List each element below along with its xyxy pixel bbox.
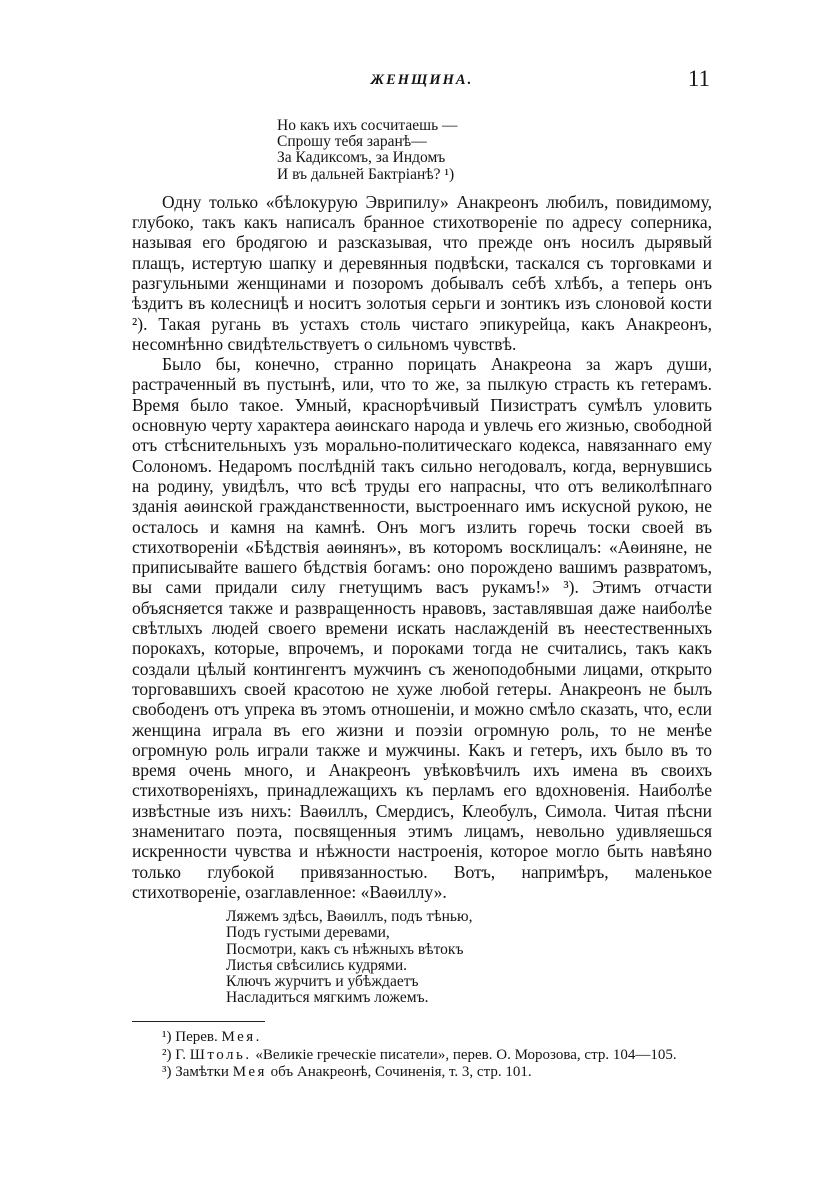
poem-line: Посмотри, какъ съ нѣжныхъ вѣтокъ [226, 940, 464, 958]
poem-line: Подъ густыми деревами, [226, 924, 390, 942]
body-paragraph: Было бы, конечно, странно порицать Анакреона за жаръ души, растраченный въ пустынѣ, или, что то же, за пылкую страсть къ гетерамъ. Время было такое. Умный, краснорѣчивый Пизистратъ сумѣлъ уловить основную черту характера аѳинскаго народа и увлечь его жизнью, свободной отъ стѣснительныхъ узъ морально-политическаго кодекса, навязаннаго ему Солономъ. Недаромъ послѣдній такъ сильно негодовалъ, когда, вернувшись на родину, увидѣлъ, что всѣ труды его напрасны, что отъ великолѣпнаго зданія аѳинской гражданственности, выстроеннаго имъ искусной рукою, не осталось и камня на камнѣ. Онъ могъ излить горечь тоски своей въ стихотвореніи «Бѣдствія аѳинянъ», въ которомъ восклицалъ: «Аѳиняне, не приписывайте вашего бѣдствія богамъ: оно порождено вашимъ развратомъ, вы сами придали силу гнетущимъ васъ рукамъ!» ³). Этимъ отчасти объясняется также и развращенность нравовъ, заставлявшая даже наиболѣе свѣтлыхъ людей своего времени искать наслажденій въ неестественныхъ порокахъ, которые, впрочемъ, и пороками тогда не считались, такъ какъ создали цѣлый контингентъ мужчинъ съ женоподобными лицами, открыто торговавшихъ своей красотою не хуже любой гетеры. Анакреонъ не былъ свободенъ отъ упрека въ этомъ отношеніи, и можно смѣло сказать, что, если женщина играла въ его жизни и поэзіи огромную роль, то не менѣе огромную роль играли также и мужчины. Какъ и гетеръ, ихъ было въ то время очень много, и Анакреонъ увѣковѣчилъ ихъ имена въ своихъ стихотвореніяхъ, принадлежащихъ къ перламъ его вдохновенія. Наиболѣе извѣстные изъ нихъ: Ваѳиллъ, Смердисъ, Клеобулъ, Симола. Читая пѣсни знаменитаго поэта, посвященныя этимъ лицамъ, невольно удивляешься искренности чувства и нѣжности настроенія, которое могло быть навѣяно только глубокой привязанностью. Вотъ, напримѣръ, маленькое стихотвореніе, озаглавленное: «Ваѳиллу». [132, 354, 712, 902]
page-header [132, 58, 712, 98]
footnote-text: Г. [175, 1046, 186, 1063]
book-page [132, 58, 712, 1082]
footnote-1 [132, 1029, 712, 1047]
footnote-3 [132, 1064, 712, 1082]
page-number: 11 [687, 66, 710, 91]
poem-line: Ключъ журчитъ и убѣждаетъ [226, 973, 419, 991]
poem-line: Но какъ ихъ сосчитаешь — [277, 117, 458, 134]
poem-line: Спрошу тебя заранѣ— [277, 133, 427, 151]
running-title: ЖЕНЩИНА. [370, 72, 474, 88]
poem-line: И въ дальней Бактріанѣ? ¹) [277, 165, 455, 183]
poem-line: Листья свѣсились кудрями. [226, 956, 408, 974]
footnote-text: «Великіе греческіе писатели», перев. О. Морозова, стр. 104—105. [255, 1046, 677, 1063]
poem-line: За Кадиксомъ, за Индомъ [277, 149, 446, 167]
poem-stanza-2 [226, 909, 712, 1006]
footnote-text: объ Анакреонѣ, Сочиненія, т. 3, стр. 101. [270, 1064, 532, 1081]
footnote-author: Мея. [221, 1029, 262, 1046]
footnote-mark: ³) [162, 1064, 172, 1081]
footnote-2 [132, 1047, 712, 1065]
footnote-divider [132, 1021, 265, 1022]
body-paragraph: Одну только «бѣлокурую Эврипилу» Анакреонъ любилъ, повидимому, глубоко, такъ какъ написалъ бранное стихотвореніе по адресу соперника, называя его бродягою и разсказывая, что прежде онъ носилъ дырявый плащъ, истертую шапку и деревянныя подвѣски, таскался съ торговками и разгульными женщинами и позоромъ добывалъ себѣ хлѣбъ, а теперь онъ ѣздитъ въ колесницѣ и носитъ золотыя серьги и зонтикъ изъ слоновой кости ²). Такая ругань въ устахъ столь чистаго эпикурейца, какъ Анакреонъ, несомнѣнно свидѣтельствуетъ о сильномъ чувствѣ. [132, 191, 712, 354]
footnote-author: Мея [232, 1064, 267, 1081]
footnote-text: Перев. [175, 1029, 218, 1046]
footnote-mark: ¹) [162, 1029, 172, 1046]
footnote-author: Штоль. [189, 1046, 252, 1063]
poem-line: Насладиться мягкимъ ложемъ. [226, 989, 429, 1007]
poem-stanza-1 [277, 118, 712, 183]
footnotes [132, 1029, 712, 1082]
footnote-text: Замѣтки [175, 1064, 229, 1081]
poem-line: Ляжемъ здѣсь, Ваѳиллъ, подъ тѣнью, [226, 908, 473, 926]
footnote-mark: ²) [162, 1046, 172, 1063]
